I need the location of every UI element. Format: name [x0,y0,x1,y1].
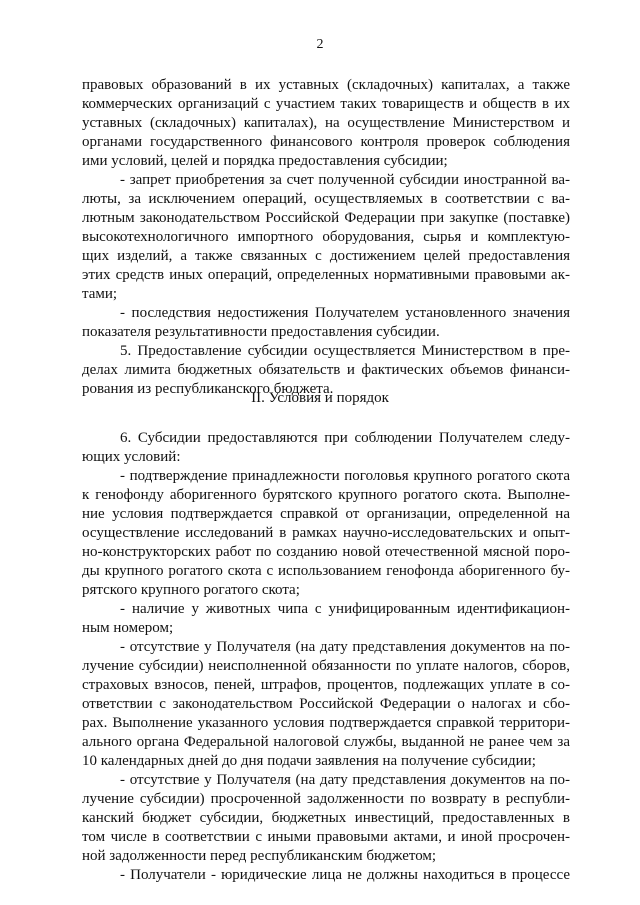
text-line: ющих условий: [82,449,181,465]
text-line: - наличие у животных чипа с унифицированным идентификацион- [120,601,570,617]
text-line: ответствии с законодательством Российской Федерации о налогах и сбо- [82,696,570,712]
text-line: ным номером; [82,620,174,636]
text-line: лучение субсидии) просроченной задолженности по возврату в республи- [82,791,570,807]
text-line: показателя результативности предоставления субсидии. [82,324,440,340]
text-line: лучение субсидии) неисполненной обязанности по уплате налогов, сборов, [82,658,570,674]
text-line: люты, за исключением операций, осуществляемых в соответствии с ва- [82,191,570,207]
text-line: этих средств иных операций, определенных нормативными правовыми ак- [82,267,570,283]
text-line: - отсутствие у Получателя (на дату представления документов на по- [120,772,570,788]
page-number: 2 [316,37,324,52]
text-line: щих изделий, а также связанных с достижением целей предоставления [82,248,570,264]
text-line: - подтверждение принадлежности поголовья крупного рогатого скота [120,468,570,484]
text-line: - отсутствие у Получателя (на дату представления документов на по- [120,639,570,655]
text-line: к генофонду аборигенного бурятского крупного рогатого скота. Выполне- [82,487,570,503]
text-line: 10 календарных дней до дня подачи заявления на получение субсидии; [82,753,536,769]
text-line: рования из республиканского бюджета. [82,381,334,397]
text-line: 6. Субсидии предоставляются при соблюдении Получателем следу- [120,430,570,446]
text-line: - Получатели - юридические лица не должны находиться в процессе [120,867,570,883]
text-line: ды крупного рогатого скота с использованием генофонда аборигенного бу- [82,563,570,579]
text-line: рах. Выполнение указанного условия подтверждается справкой территори- [82,715,570,731]
text-line: тами; [82,286,118,302]
text-line: высокотехнологичного импортного оборудования, сырья и комплектую- [82,229,570,245]
text-line: - последствия недостижения Получателем установленного значения [120,305,570,321]
text-line: 5. Предоставление субсидии осуществляется Министерством в пре- [120,343,570,359]
text-line: делах лимита бюджетных обязательств и фактических объемов финанси- [82,362,570,378]
text-line: ального органа Федеральной налоговой службы, выданной не ранее чем за [82,734,570,750]
text-line: лютным законодательством Российской Федерации при закупке (поставке) [82,210,570,226]
text-line: органами государственного финансового контроля проверок соблюдения [82,134,570,150]
text-line: рятского крупного рогатого скота; [82,582,300,598]
text-line: но-конструкторских работ по созданию новой отечественной мясной поро- [82,544,570,560]
text-line: ной задолженности перед республиканским бюджетом; [82,848,437,864]
text-line: страховых взносов, пеней, штрафов, процентов, подлежащих уплате в со- [82,677,570,693]
text-line: ими условий, целей и порядка предоставления субсидии; [82,153,448,169]
section-heading: II. Условия и порядок [251,390,389,406]
text-line: уставных (складочных) капиталах), на осуществление Министерством и [82,115,570,131]
text-line: канский бюджет субсидии, бюджетных инвестиций, предоставленных в [82,810,570,826]
text-line: том числе в соответствии с иными правовыми актами, и иной просрочен- [82,829,570,845]
text-line: - запрет приобретения за счет полученной субсидии иностранной ва- [120,172,570,188]
text-line: ние условия подтверждается справкой от организации, определенной на [82,506,570,522]
text-line: правовых образований в их уставных (складочных) капиталах, а также [82,77,570,93]
text-line: коммерческих организаций с участием таких товариществ и обществ в их [82,96,570,112]
text-line: осуществление исследований в рамках научно-исследовательских и опыт- [82,525,570,541]
